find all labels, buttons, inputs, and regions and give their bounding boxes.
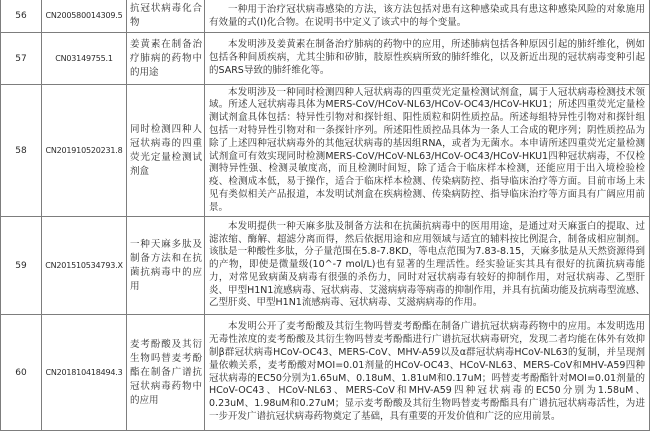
row-number: 60 bbox=[1, 315, 42, 431]
row-number: 57 bbox=[1, 33, 42, 85]
table-row bbox=[1, 33, 650, 85]
patent-abstract: 本发明涉及姜黄素在制备治疗肺病的药物中的应用，所述肺病包括各种原因引起的肺纤维化，例如包括各种间质疾病，尤其尘肺和矽肺，肢原性疾病所致的肺纤维化，以及新近出现的冠状病毒变种引起的SARS导致的肺纤维化等。 bbox=[205, 33, 650, 85]
row-number: 59 bbox=[1, 217, 42, 315]
row-number: 58 bbox=[1, 85, 42, 217]
patent-title: 同时检测四种人冠状病毒的四重荧光定量检测试剂盒 bbox=[127, 85, 205, 217]
patent-abstract: 本发明公开了麦考酚酸及其衍生物吗替麦考酚酯在制备广谱抗冠状病毒药物中的应用。本发明选用无毒性浓度的麦考酚酸及其衍生物吗替麦考酚酯进行广谱抗冠状病毒研究，发现二者均能在体外有效抑制β群冠状病毒HCoV-OC43、MERS-CoV、MHV-A59以及α群冠状病毒HCoV-NL63的复制，并呈现剂量依赖关系，麦考酚酸对MOI=0.01剂量的HCoV-OC43、HCoV-NL63、MERS-CoV和MHV-A59四种冠状病毒的EC50分别为1.65uM、0.18uM、1.81uM和0.17uM；吗替麦考酚酯针对MOI=0.01剂量的HCoV-OC43、HCoV-NL63、MERS-CoV和MHV-A59四种冠状病毒的EC50分别为1.58uM、0.23uM、1.98uM和0.27uM；显示麦考酚酸及其衍生物吗替麦考酚酯具有广谱抗冠状病毒活性，为进一步开发广谱抗冠状病毒药物奠定了基础，具有重要的开发价值和广泛的应用前景。 bbox=[205, 315, 650, 431]
patent-abstract: 本发明涉及一种同时检测四种人冠状病毒的四重荧光定量检测试剂盒，属于人冠状病毒检测技术领域。所述人冠状病毒具体为MERS-CoV/HCoV-NL63/HCoV-OC43/HCoV-HKU1；所述四重荧光定量检测试剂盒具体包括：特异性引物对和探针组、阳性质粒和阴性质控品。所述每组特异性引物对和探针组包括一对特异性引物对和一条探针序列。所述阳性质控品具体为一条人工合成的靶序列；阴性质控品为除了上述四种冠状病毒外的其他冠状病毒的基因组RNA，或者为无菌水。本申请所述四重荧光定量检测试剂盒可有效实现同时检测MERS-CoV/HCoV-NL63/HCoV-OC43/HCoV-HKU1四种冠状病毒，不仅检测特异性强、检测灵敏度高，而且检测时间短，除了适合于临床样本检测，还能应用于出入境检验检疫、检测成本低，易于操作，适合于临床样本检测、传染病防控、指导临床治疗等方面。目前市场上未见有类似相关产品报道，本发明试剂盒在疾病检测、传染病防控、指导临床治疗等方面具有广阔应用前景。 bbox=[205, 85, 650, 217]
patent-title: 一种天麻多肽及制备方法和在抗菌抗病毒中的应用 bbox=[127, 217, 205, 315]
patent-number: CN03149755.1 bbox=[42, 33, 127, 85]
table-row bbox=[1, 0, 650, 33]
table-row bbox=[1, 315, 650, 431]
table-row bbox=[1, 85, 650, 217]
patent-abstract: 本发明提供一种天麻多肽及制备方法和在抗菌抗病毒中的医用用途，是通过对天麻蛋白的提取、过滤浓缩、酶解、超滤分离而得，然后依据用途和应用领域与适宜的辅料按比例混合，制备成相应制剂。该肽是一种酸性多肽，分子量范围在5.8-7.8KD，等电点范围为7.83-8.15，天麻多肽是从天然资源得到的产物，即使是微量级(10^-7 mol/L)也有显著的生理活性。经实验证实其具有很好的抗菌抗病毒能力，对常见致病菌及病毒有很强的杀伤力，同时对冠状病毒有较好的抑制作用，对冠状病毒、乙型肝炎、甲型H1N1流感病毒、冠状病毒、艾滋病病毒等病毒的抑制作用，并具有抗菌功能及抗病毒型流感、乙型肝炎、甲型H1N1流感病毒、冠状病毒、艾滋病病毒的作用。 bbox=[205, 217, 650, 315]
patent-title: 姜黄素在制备治疗肺病的药物中的用途 bbox=[127, 33, 205, 85]
patent-title: 麦考酚酸及其衍生物吗替麦考酚酯在制备广谱抗冠状病毒药物中的应用 bbox=[127, 315, 205, 431]
patent-abstract: 一种用于治疗冠状病毒感染的方法，该方法包括对患有这种感染或具有患这种感染风险的对象施用有效量的式(I)化合物。在说明书中定义了该式中的每个变量。 bbox=[205, 0, 650, 33]
patent-number: CN200580014309.5 bbox=[42, 0, 127, 33]
patent-number: CN201510534793.X bbox=[42, 217, 127, 315]
table-row bbox=[1, 217, 650, 315]
patent-number: CN201910520231.8 bbox=[42, 85, 127, 217]
patent-number: CN201810418494.3 bbox=[42, 315, 127, 431]
row-number: 56 bbox=[1, 0, 42, 33]
patent-title: 抗冠状病毒化合物 bbox=[127, 0, 205, 33]
